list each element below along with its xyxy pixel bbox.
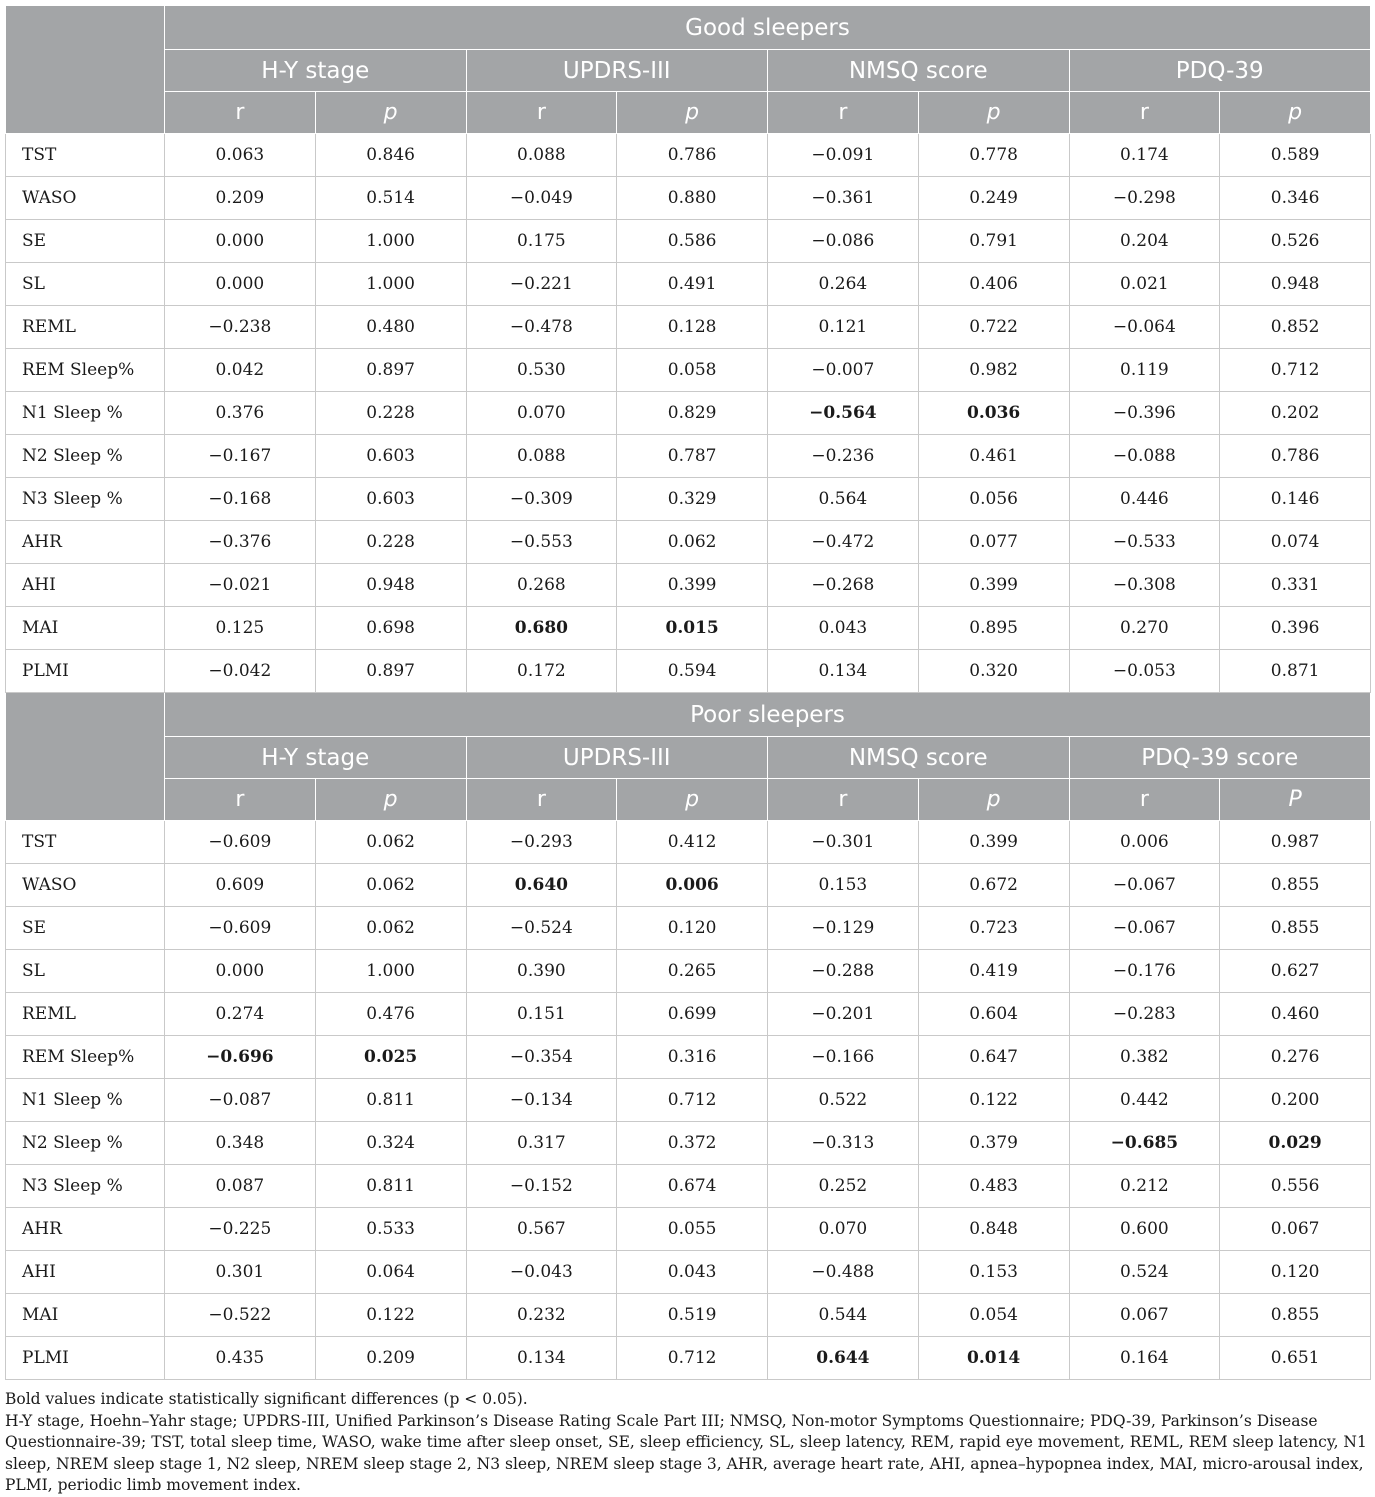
row-label: PLMI	[6, 650, 165, 693]
p-value-cell: 0.025	[315, 1036, 466, 1079]
r-value-cell: 0.390	[466, 950, 617, 993]
p-value-cell: 0.712	[617, 1079, 768, 1122]
r-value-cell: 0.609	[165, 864, 316, 907]
table-row	[6, 1208, 1371, 1251]
p-value-cell: 0.316	[617, 1036, 768, 1079]
r-value-cell: −0.283	[1069, 993, 1220, 1036]
p-value-cell: 0.982	[918, 349, 1069, 392]
table-row	[6, 392, 1371, 435]
p-value-cell: 0.265	[617, 950, 768, 993]
r-value-cell: 0.640	[466, 864, 617, 907]
p-value-cell: 0.699	[617, 993, 768, 1036]
r-value-cell: −0.609	[165, 821, 316, 864]
table-row	[6, 1251, 1371, 1294]
r-value-cell: 0.644	[768, 1337, 919, 1380]
p-value-cell: 0.329	[617, 478, 768, 521]
stat-header: r	[165, 92, 316, 134]
r-value-cell: −0.091	[768, 134, 919, 177]
header-blank-cell	[6, 693, 165, 821]
p-value-cell: 0.276	[1220, 1036, 1371, 1079]
r-value-cell: 0.270	[1069, 607, 1220, 650]
row-label: AHI	[6, 564, 165, 607]
row-label: AHI	[6, 1251, 165, 1294]
r-value-cell: 0.021	[1069, 263, 1220, 306]
stat-header: p	[1220, 92, 1371, 134]
p-value-cell: 0.987	[1220, 821, 1371, 864]
r-value-cell: 0.264	[768, 263, 919, 306]
p-value-cell: 0.014	[918, 1337, 1069, 1380]
r-value-cell: 0.446	[1069, 478, 1220, 521]
correlation-table	[5, 5, 1370, 1380]
r-value-cell: −0.043	[466, 1251, 617, 1294]
p-value-cell: 0.062	[315, 821, 466, 864]
r-value-cell: 0.119	[1069, 349, 1220, 392]
table-row	[6, 306, 1371, 349]
r-value-cell: 0.067	[1069, 1294, 1220, 1337]
p-value-cell: 0.122	[315, 1294, 466, 1337]
r-value-cell: 0.151	[466, 993, 617, 1036]
good-sleepers-header	[6, 6, 1371, 134]
p-value-cell: 0.897	[315, 650, 466, 693]
p-value-cell: 0.594	[617, 650, 768, 693]
r-value-cell: 0.042	[165, 349, 316, 392]
r-value-cell: 0.164	[1069, 1337, 1220, 1380]
p-value-cell: 0.062	[315, 907, 466, 950]
p-value-cell: 0.514	[315, 177, 466, 220]
p-value-cell: 0.476	[315, 993, 466, 1036]
p-value-cell: 0.062	[617, 521, 768, 564]
table-row	[6, 1294, 1371, 1337]
row-label: TST	[6, 821, 165, 864]
table-row	[6, 1036, 1371, 1079]
p-value-cell: 0.153	[918, 1251, 1069, 1294]
row-label: WASO	[6, 864, 165, 907]
r-value-cell: −0.361	[768, 177, 919, 220]
r-value-cell: −0.225	[165, 1208, 316, 1251]
r-value-cell: −0.478	[466, 306, 617, 349]
r-value-cell: 0.274	[165, 993, 316, 1036]
r-value-cell: 0.209	[165, 177, 316, 220]
r-value-cell: −0.201	[768, 993, 919, 1036]
r-value-cell: −0.313	[768, 1122, 919, 1165]
p-value-cell: 0.672	[918, 864, 1069, 907]
stat-header: p	[315, 92, 466, 134]
table-row	[6, 521, 1371, 564]
r-value-cell: −0.049	[466, 177, 617, 220]
r-value-cell: 0.317	[466, 1122, 617, 1165]
p-value-cell: 0.722	[918, 306, 1069, 349]
table-row	[6, 650, 1371, 693]
table-row	[6, 864, 1371, 907]
p-value-cell: 0.056	[918, 478, 1069, 521]
p-value-cell: 0.412	[617, 821, 768, 864]
p-value-cell: 0.855	[1220, 1294, 1371, 1337]
r-value-cell: 0.134	[466, 1337, 617, 1380]
r-value-cell: 0.376	[165, 392, 316, 435]
p-value-cell: 0.122	[918, 1079, 1069, 1122]
row-label: N1 Sleep %	[6, 1079, 165, 1122]
r-value-cell: 0.063	[165, 134, 316, 177]
r-value-cell: −0.376	[165, 521, 316, 564]
p-value-cell: 0.651	[1220, 1337, 1371, 1380]
row-label: SE	[6, 907, 165, 950]
p-value-cell: 0.399	[918, 821, 1069, 864]
row-label: WASO	[6, 177, 165, 220]
p-value-cell: 0.331	[1220, 564, 1371, 607]
r-value-cell: 0.174	[1069, 134, 1220, 177]
r-value-cell: 0.212	[1069, 1165, 1220, 1208]
r-value-cell: −0.308	[1069, 564, 1220, 607]
p-value-cell: 0.791	[918, 220, 1069, 263]
r-value-cell: −0.221	[466, 263, 617, 306]
r-value-cell: 0.567	[466, 1208, 617, 1251]
stat-header: r	[466, 92, 617, 134]
row-label: PLMI	[6, 1337, 165, 1380]
p-value-cell: 0.519	[617, 1294, 768, 1337]
p-value-cell: 0.064	[315, 1251, 466, 1294]
r-value-cell: −0.087	[165, 1079, 316, 1122]
p-value-cell: 0.406	[918, 263, 1069, 306]
stat-header: p	[918, 779, 1069, 821]
stat-header: r	[768, 92, 919, 134]
table-row	[6, 1079, 1371, 1122]
r-value-cell: −0.268	[768, 564, 919, 607]
r-value-cell: −0.524	[466, 907, 617, 950]
r-value-cell: −0.609	[165, 907, 316, 950]
p-value-cell: 0.128	[617, 306, 768, 349]
r-value-cell: −0.522	[165, 1294, 316, 1337]
p-value-cell: 0.589	[1220, 134, 1371, 177]
r-value-cell: −0.067	[1069, 864, 1220, 907]
r-value-cell: −0.288	[768, 950, 919, 993]
table-row	[6, 1122, 1371, 1165]
r-value-cell: −0.564	[768, 392, 919, 435]
p-value-cell: 1.000	[315, 950, 466, 993]
r-value-cell: 0.000	[165, 263, 316, 306]
p-value-cell: 0.712	[1220, 349, 1371, 392]
p-value-cell: 0.372	[617, 1122, 768, 1165]
row-label: MAI	[6, 1294, 165, 1337]
r-value-cell: 0.006	[1069, 821, 1220, 864]
r-value-cell: −0.293	[466, 821, 617, 864]
p-value-cell: 0.058	[617, 349, 768, 392]
p-value-cell: 0.604	[918, 993, 1069, 1036]
p-value-cell: 0.895	[918, 607, 1069, 650]
r-value-cell: 0.204	[1069, 220, 1220, 263]
r-value-cell: 0.088	[466, 134, 617, 177]
p-value-cell: 0.480	[315, 306, 466, 349]
p-value-cell: 0.786	[1220, 435, 1371, 478]
stat-header: r	[1069, 92, 1220, 134]
p-value-cell: 0.120	[1220, 1251, 1371, 1294]
stat-header: r	[768, 779, 919, 821]
p-value-cell: 0.483	[918, 1165, 1069, 1208]
p-value-cell: 0.320	[918, 650, 1069, 693]
p-value-cell: 1.000	[315, 263, 466, 306]
r-value-cell: −0.354	[466, 1036, 617, 1079]
r-value-cell: 0.232	[466, 1294, 617, 1337]
p-value-cell: 0.461	[918, 435, 1069, 478]
p-value-cell: 0.948	[315, 564, 466, 607]
p-value-cell: 0.723	[918, 907, 1069, 950]
p-value-cell: 0.399	[617, 564, 768, 607]
p-value-cell: 0.200	[1220, 1079, 1371, 1122]
row-label: N3 Sleep %	[6, 1165, 165, 1208]
p-value-cell: 0.603	[315, 478, 466, 521]
r-value-cell: −0.021	[165, 564, 316, 607]
r-value-cell: 0.530	[466, 349, 617, 392]
table-row	[6, 907, 1371, 950]
p-value-cell: 0.379	[918, 1122, 1069, 1165]
r-value-cell: −0.396	[1069, 392, 1220, 435]
r-value-cell: −0.168	[165, 478, 316, 521]
p-value-cell: 0.829	[617, 392, 768, 435]
stat-header: p	[617, 779, 768, 821]
p-value-cell: 0.811	[315, 1165, 466, 1208]
p-value-cell: 0.787	[617, 435, 768, 478]
r-value-cell: −0.086	[768, 220, 919, 263]
p-value-cell: 0.526	[1220, 220, 1371, 263]
r-value-cell: 0.172	[466, 650, 617, 693]
p-value-cell: 0.067	[1220, 1208, 1371, 1251]
table-footnotes	[5, 1389, 1370, 1497]
r-value-cell: 0.544	[768, 1294, 919, 1337]
table-row	[6, 349, 1371, 392]
table-row	[6, 478, 1371, 521]
p-value-cell: 1.000	[315, 220, 466, 263]
r-value-cell: −0.298	[1069, 177, 1220, 220]
p-value-cell: 0.712	[617, 1337, 768, 1380]
p-value-cell: 0.778	[918, 134, 1069, 177]
r-value-cell: 0.175	[466, 220, 617, 263]
row-label: REM Sleep%	[6, 349, 165, 392]
measure-header: UPDRS-III	[466, 737, 768, 779]
table-row	[6, 1337, 1371, 1380]
poor-sleepers-rows	[6, 821, 1371, 1380]
table-row	[6, 263, 1371, 306]
r-value-cell: 0.070	[768, 1208, 919, 1251]
r-value-cell: 0.088	[466, 435, 617, 478]
r-value-cell: −0.088	[1069, 435, 1220, 478]
r-value-cell: 0.680	[466, 607, 617, 650]
p-value-cell: 0.006	[617, 864, 768, 907]
r-value-cell: 0.043	[768, 607, 919, 650]
measure-header: NMSQ score	[768, 50, 1070, 92]
r-value-cell: −0.301	[768, 821, 919, 864]
p-value-cell: 0.786	[617, 134, 768, 177]
r-value-cell: −0.533	[1069, 521, 1220, 564]
p-value-cell: 0.055	[617, 1208, 768, 1251]
significance-note: Bold values indicate statistically significant differences (p < 0.05).	[5, 1390, 528, 1408]
p-value-cell: 0.120	[617, 907, 768, 950]
stat-header: P	[1220, 779, 1371, 821]
p-value-cell: 0.897	[315, 349, 466, 392]
measure-header: H-Y stage	[165, 737, 467, 779]
table	[5, 5, 1371, 1380]
p-value-cell: 0.077	[918, 521, 1069, 564]
p-value-cell: 0.880	[617, 177, 768, 220]
row-label: REML	[6, 306, 165, 349]
table-row	[6, 177, 1371, 220]
r-value-cell: 0.000	[165, 950, 316, 993]
table-row	[6, 993, 1371, 1036]
r-value-cell: −0.685	[1069, 1122, 1220, 1165]
r-value-cell: 0.442	[1069, 1079, 1220, 1122]
measure-header: NMSQ score	[768, 737, 1070, 779]
r-value-cell: −0.166	[768, 1036, 919, 1079]
r-value-cell: −0.053	[1069, 650, 1220, 693]
p-value-cell: 0.054	[918, 1294, 1069, 1337]
r-value-cell: −0.553	[466, 521, 617, 564]
r-value-cell: 0.268	[466, 564, 617, 607]
p-value-cell: 0.855	[1220, 907, 1371, 950]
p-value-cell: 0.209	[315, 1337, 466, 1380]
table-row	[6, 607, 1371, 650]
p-value-cell: 0.460	[1220, 993, 1371, 1036]
p-value-cell: 0.855	[1220, 864, 1371, 907]
p-value-cell: 0.698	[315, 607, 466, 650]
p-value-cell: 0.202	[1220, 392, 1371, 435]
row-label: N2 Sleep %	[6, 435, 165, 478]
abbreviations-note: H-Y stage, Hoehn–Yahr stage; UPDRS-III, Unified Parkinson’s Disease Rating Scale Part III; NMSQ, Non-motor Symptoms Questionnaire; PDQ-39, Parkinson’s Disease Questionnaire-39; TST, total sleep time, WASO, wake time after sleep onset, SE, sleep efficiency, SL, sleep latency, REM, rapid eye movement, REML, REM sleep latency, N1 sleep, NREM sleep stage 1, N2 sleep, NREM sleep stage 2, N3 sleep, NREM sleep stage 3, AHR, average heart rate, AHI, apnea–hypopnea index, MAI, micro-arousal index, PLMI, periodic limb movement index.	[5, 1411, 1367, 1494]
good-sleepers-rows	[6, 134, 1371, 693]
p-value-cell: 0.324	[315, 1122, 466, 1165]
r-value-cell: 0.125	[165, 607, 316, 650]
row-label: N3 Sleep %	[6, 478, 165, 521]
p-value-cell: 0.846	[315, 134, 466, 177]
p-value-cell: 0.674	[617, 1165, 768, 1208]
r-value-cell: −0.042	[165, 650, 316, 693]
group-title: Good sleepers	[165, 6, 1371, 50]
r-value-cell: −0.152	[466, 1165, 617, 1208]
p-value-cell: 0.848	[918, 1208, 1069, 1251]
p-value-cell: 0.146	[1220, 478, 1371, 521]
r-value-cell: 0.564	[768, 478, 919, 521]
r-value-cell: −0.064	[1069, 306, 1220, 349]
row-label: SE	[6, 220, 165, 263]
row-label: MAI	[6, 607, 165, 650]
r-value-cell: 0.000	[165, 220, 316, 263]
p-value-cell: 0.346	[1220, 177, 1371, 220]
stat-header: p	[617, 92, 768, 134]
p-value-cell: 0.029	[1220, 1122, 1371, 1165]
poor-sleepers-header	[6, 693, 1371, 821]
r-value-cell: 0.121	[768, 306, 919, 349]
r-value-cell: 0.382	[1069, 1036, 1220, 1079]
r-value-cell: 0.600	[1069, 1208, 1220, 1251]
header-blank-cell	[6, 6, 165, 134]
p-value-cell: 0.399	[918, 564, 1069, 607]
p-value-cell: 0.419	[918, 950, 1069, 993]
p-value-cell: 0.948	[1220, 263, 1371, 306]
r-value-cell: −0.236	[768, 435, 919, 478]
p-value-cell: 0.396	[1220, 607, 1371, 650]
p-value-cell: 0.228	[315, 521, 466, 564]
table-row	[6, 435, 1371, 478]
p-value-cell: 0.533	[315, 1208, 466, 1251]
p-value-cell: 0.586	[617, 220, 768, 263]
p-value-cell: 0.647	[918, 1036, 1069, 1079]
measure-header: PDQ-39	[1069, 50, 1371, 92]
row-label: N2 Sleep %	[6, 1122, 165, 1165]
r-value-cell: −0.129	[768, 907, 919, 950]
stat-header: r	[1069, 779, 1220, 821]
r-value-cell: 0.348	[165, 1122, 316, 1165]
stat-header: p	[918, 92, 1069, 134]
r-value-cell: −0.067	[1069, 907, 1220, 950]
r-value-cell: 0.301	[165, 1251, 316, 1294]
stat-header: p	[315, 779, 466, 821]
p-value-cell: 0.811	[315, 1079, 466, 1122]
r-value-cell: 0.524	[1069, 1251, 1220, 1294]
row-label: SL	[6, 950, 165, 993]
r-value-cell: 0.252	[768, 1165, 919, 1208]
r-value-cell: −0.167	[165, 435, 316, 478]
row-label: REM Sleep%	[6, 1036, 165, 1079]
measure-header: H-Y stage	[165, 50, 467, 92]
p-value-cell: 0.603	[315, 435, 466, 478]
r-value-cell: −0.007	[768, 349, 919, 392]
row-label: AHR	[6, 521, 165, 564]
p-value-cell: 0.228	[315, 392, 466, 435]
row-label: AHR	[6, 1208, 165, 1251]
table-row	[6, 821, 1371, 864]
r-value-cell: −0.176	[1069, 950, 1220, 993]
r-value-cell: −0.134	[466, 1079, 617, 1122]
measure-header: PDQ-39 score	[1069, 737, 1371, 779]
p-value-cell: 0.249	[918, 177, 1069, 220]
r-value-cell: 0.522	[768, 1079, 919, 1122]
p-value-cell: 0.871	[1220, 650, 1371, 693]
p-value-cell: 0.015	[617, 607, 768, 650]
table-row	[6, 950, 1371, 993]
r-value-cell: −0.472	[768, 521, 919, 564]
table-row	[6, 564, 1371, 607]
stat-header: r	[466, 779, 617, 821]
r-value-cell: 0.153	[768, 864, 919, 907]
p-value-cell: 0.627	[1220, 950, 1371, 993]
stat-header: r	[165, 779, 316, 821]
row-label: SL	[6, 263, 165, 306]
row-label: TST	[6, 134, 165, 177]
measure-header: UPDRS-III	[466, 50, 768, 92]
r-value-cell: −0.238	[165, 306, 316, 349]
p-value-cell: 0.074	[1220, 521, 1371, 564]
group-title: Poor sleepers	[165, 693, 1371, 737]
r-value-cell: 0.134	[768, 650, 919, 693]
row-label: REML	[6, 993, 165, 1036]
p-value-cell: 0.043	[617, 1251, 768, 1294]
table-row	[6, 220, 1371, 263]
r-value-cell: 0.070	[466, 392, 617, 435]
p-value-cell: 0.556	[1220, 1165, 1371, 1208]
p-value-cell: 0.062	[315, 864, 466, 907]
r-value-cell: 0.435	[165, 1337, 316, 1380]
r-value-cell: 0.087	[165, 1165, 316, 1208]
p-value-cell: 0.491	[617, 263, 768, 306]
table-row	[6, 1165, 1371, 1208]
p-value-cell: 0.852	[1220, 306, 1371, 349]
r-value-cell: −0.309	[466, 478, 617, 521]
p-value-cell: 0.036	[918, 392, 1069, 435]
row-label: N1 Sleep %	[6, 392, 165, 435]
table-row	[6, 134, 1371, 177]
r-value-cell: −0.696	[165, 1036, 316, 1079]
r-value-cell: −0.488	[768, 1251, 919, 1294]
